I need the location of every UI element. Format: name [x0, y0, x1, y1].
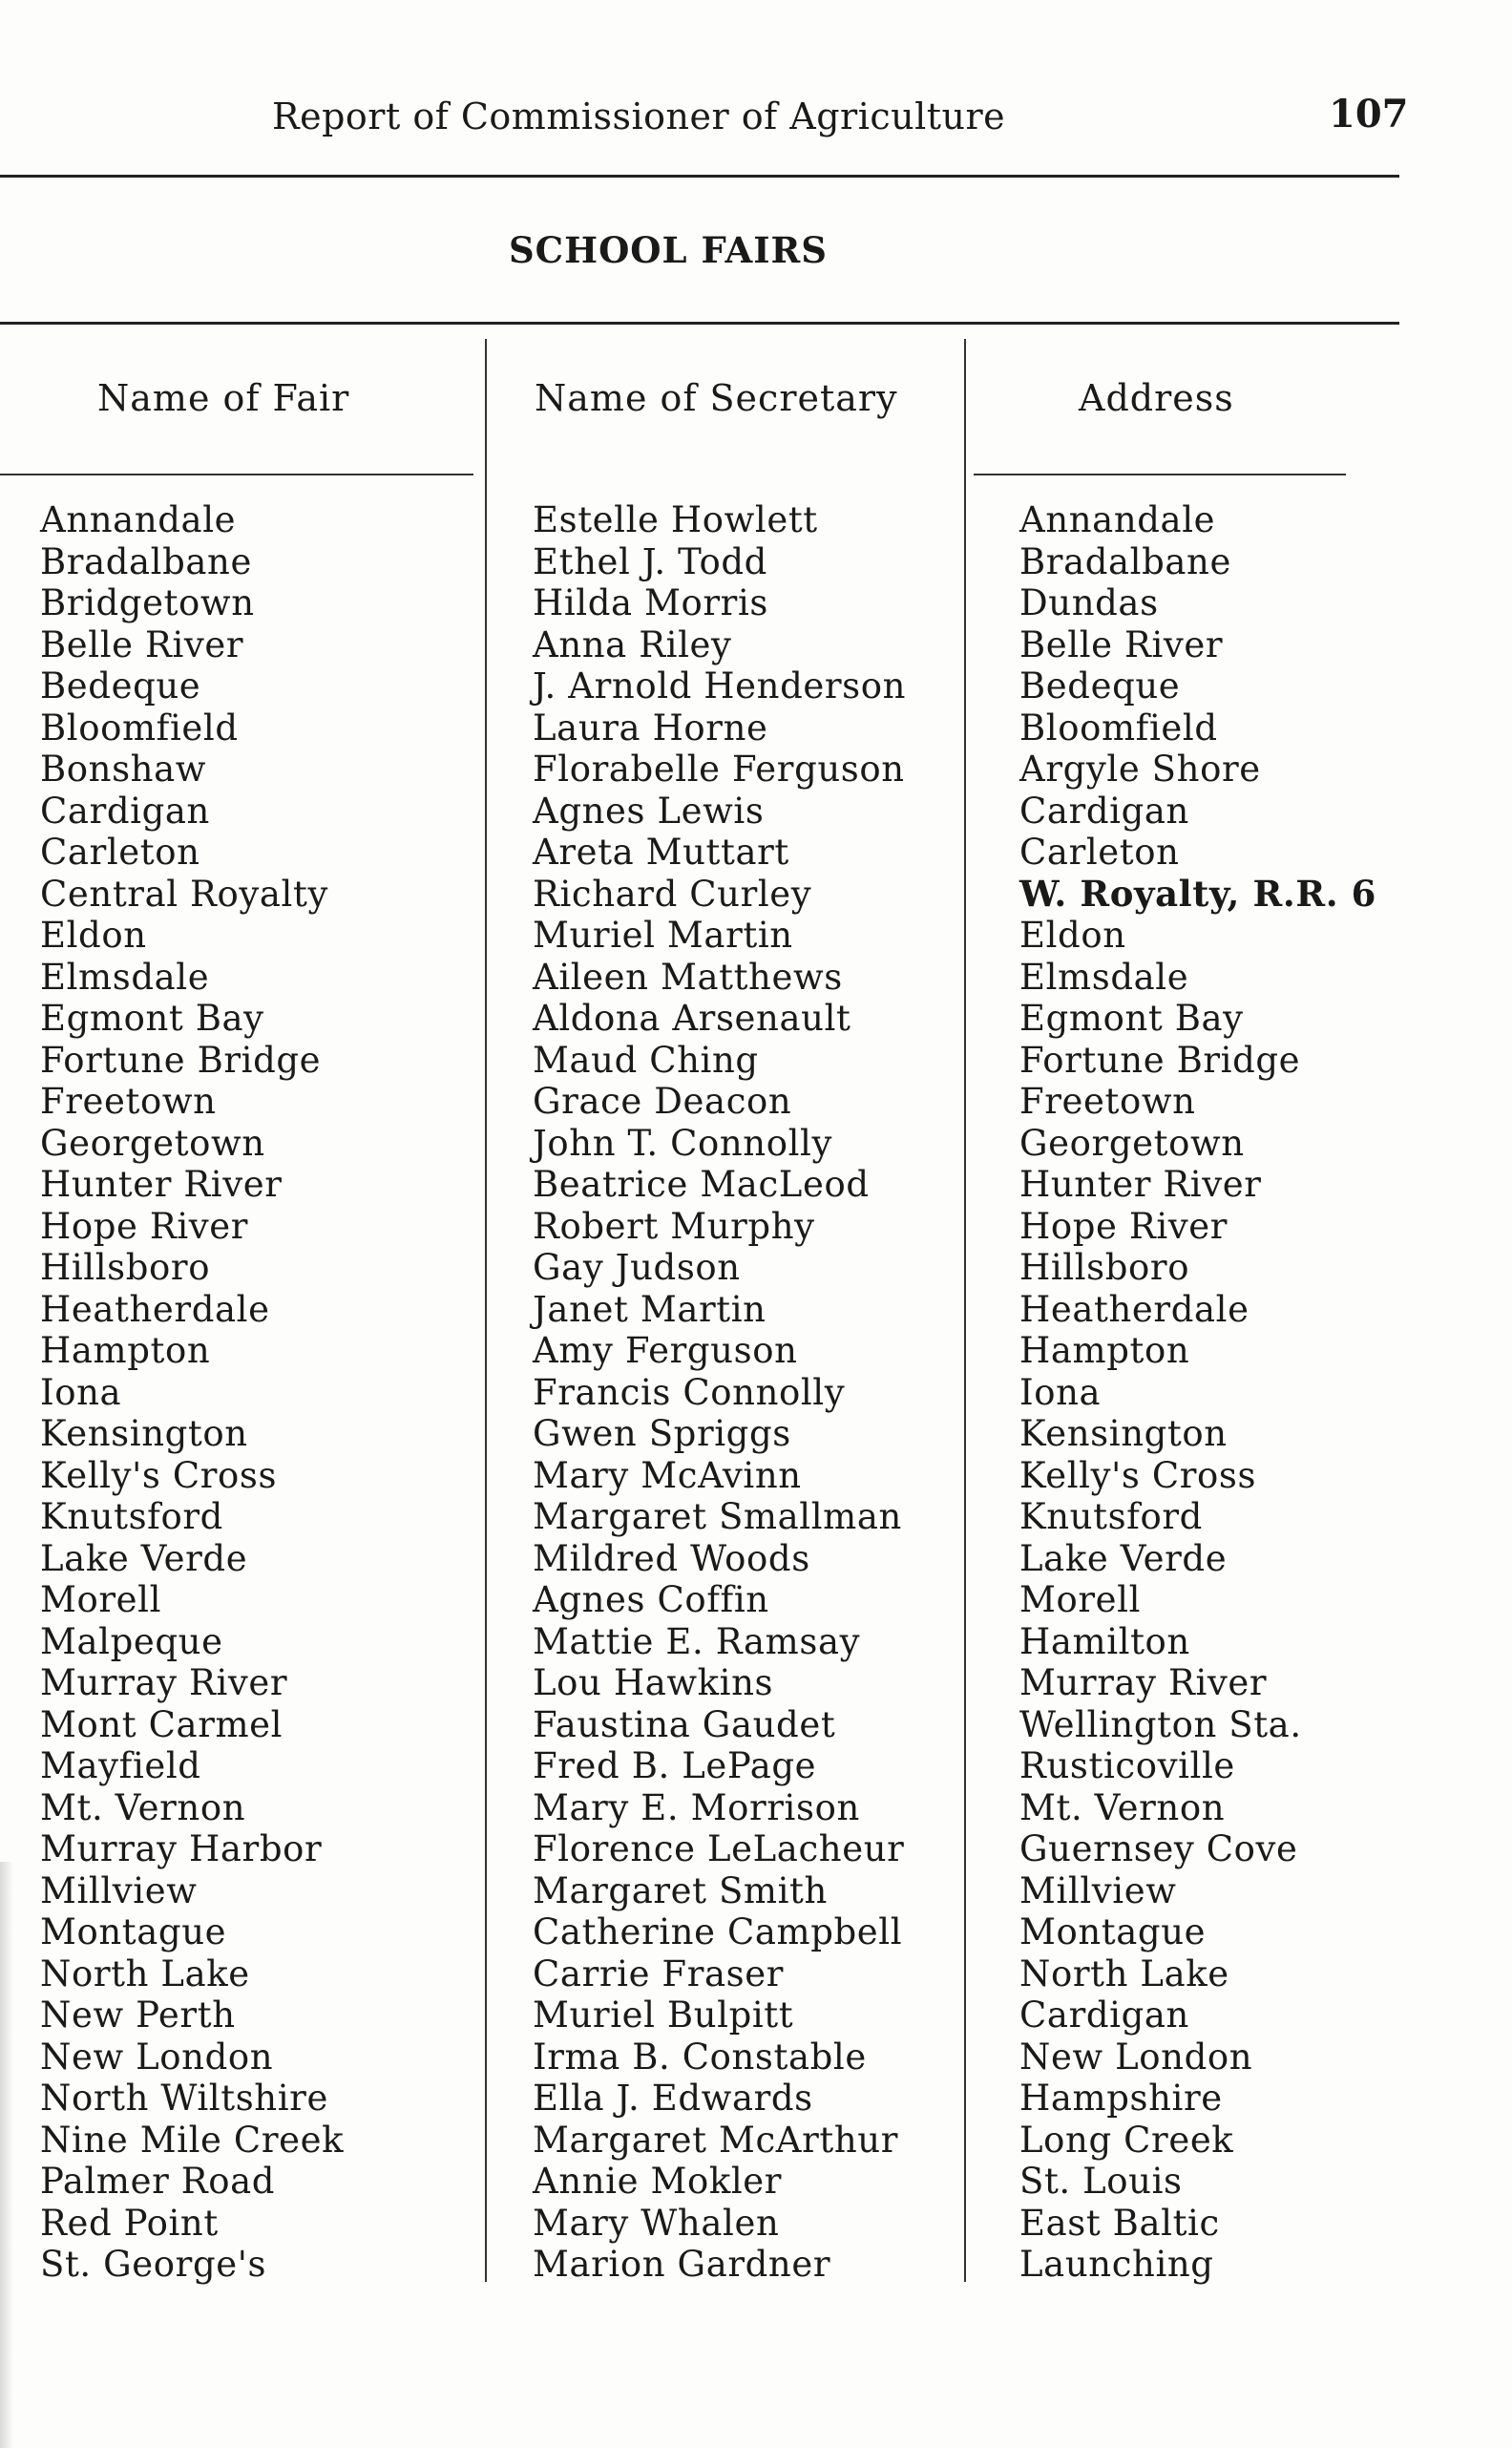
address: Hope River: [1019, 1205, 1228, 1247]
address: Millview: [1019, 1869, 1177, 1911]
address: Hunter River: [1019, 1164, 1262, 1205]
fair-name: Elmsdale: [40, 956, 210, 998]
section-rule: [0, 322, 1399, 325]
fair-name: Georgetown: [40, 1122, 265, 1164]
address: Freetown: [1019, 1081, 1196, 1122]
column-underline-address: [974, 474, 1346, 475]
secretary-name: Agnes Coffin: [533, 1579, 769, 1620]
address: Hampton: [1019, 1330, 1190, 1371]
secretary-name: Annie Mokler: [533, 2161, 783, 2202]
secretary-name: Amy Ferguson: [533, 1330, 798, 1371]
fair-name: Bedeque: [40, 665, 201, 707]
address: Kelly's Cross: [1019, 1454, 1257, 1496]
secretary-name: Estelle Howlett: [533, 499, 818, 540]
address: Kensington: [1019, 1413, 1228, 1454]
fair-name: Murray River: [40, 1662, 288, 1703]
address: Knutsford: [1019, 1496, 1203, 1537]
fair-name: Murray Harbor: [40, 1828, 323, 1869]
secretary-name: Agnes Lewis: [533, 790, 765, 832]
address: Argyle Shore: [1019, 749, 1261, 790]
running-head: [0, 92, 1432, 153]
address: Cardigan: [1019, 1994, 1189, 2036]
fair-name: Bradalbane: [40, 540, 252, 582]
secretary-name: Beatrice MacLeod: [533, 1164, 870, 1205]
secretary-name: Irma B. Constable: [533, 2036, 867, 2078]
fair-name: Lake Verde: [40, 1537, 248, 1579]
secretary-name: Margaret McArthur: [533, 2119, 899, 2161]
address: W. Royalty, R.R. 6: [1019, 872, 1377, 915]
address: Hampshire: [1019, 2078, 1223, 2119]
secretary-name: Maud Ching: [533, 1039, 759, 1081]
secretary-name-list: [533, 499, 906, 2286]
secretary-name: Ethel J. Todd: [533, 540, 767, 582]
address: Carleton: [1019, 832, 1180, 873]
fair-name: Freetown: [40, 1081, 217, 1122]
address: Belle River: [1019, 623, 1224, 665]
address: St. Louis: [1019, 2161, 1183, 2202]
fair-name: Millview: [40, 1869, 198, 1911]
column-header-address: Address: [1079, 377, 1234, 419]
address: Murray River: [1019, 1662, 1268, 1703]
address: Elmsdale: [1019, 956, 1189, 998]
column-divider-left: [485, 339, 487, 2282]
secretary-name: J. Arnold Henderson: [533, 665, 907, 707]
fair-name: Hampton: [40, 1330, 211, 1371]
secretary-name: Janet Martin: [533, 1288, 766, 1330]
secretary-name: Grace Deacon: [533, 1081, 792, 1122]
page-number: 107: [1329, 92, 1409, 137]
secretary-name: Florabelle Ferguson: [533, 749, 905, 790]
secretary-name: Muriel Martin: [533, 915, 793, 956]
fair-name: Mt. Vernon: [40, 1786, 246, 1828]
fair-name: Central Royalty: [40, 873, 328, 915]
fair-name-list: [40, 499, 344, 2286]
address: New London: [1019, 2036, 1253, 2078]
secretary-name: Florence LeLacheur: [533, 1828, 905, 1869]
fair-name: New Perth: [40, 1994, 236, 2036]
fair-name: Carleton: [40, 832, 200, 873]
address: Bloomfield: [1019, 707, 1218, 749]
address: Heatherdale: [1019, 1288, 1250, 1330]
secretary-name: Ella J. Edwards: [533, 2078, 813, 2119]
address: Dundas: [1019, 582, 1159, 623]
fair-name: Mont Carmel: [40, 1703, 284, 1745]
fair-name: Cardigan: [40, 790, 210, 832]
address: Bedeque: [1019, 665, 1181, 707]
fair-name: Fortune Bridge: [40, 1039, 322, 1081]
fair-name: St. George's: [40, 2244, 267, 2285]
column-underline-fair: [0, 474, 473, 475]
address: Montague: [1019, 1911, 1207, 1952]
address: Rusticoville: [1019, 1745, 1235, 1786]
secretary-name: Laura Horne: [533, 707, 768, 749]
secretary-name: Gay Judson: [533, 1247, 741, 1288]
address: North Lake: [1019, 1952, 1229, 1994]
secretary-name: Carrie Fraser: [533, 1952, 785, 1994]
fair-name: Red Point: [40, 2202, 219, 2244]
secretary-name: Mary McAvinn: [533, 1454, 802, 1496]
fair-name: Kensington: [40, 1413, 248, 1454]
secretary-name: Mary E. Morrison: [533, 1786, 860, 1828]
fair-name: Palmer Road: [40, 2161, 276, 2202]
secretary-name: Mattie E. Ramsay: [533, 1620, 861, 1662]
fair-name: Kelly's Cross: [40, 1454, 278, 1496]
secretary-name: Margaret Smith: [533, 1869, 828, 1911]
address: Lake Verde: [1019, 1537, 1228, 1579]
fair-name: Malpeque: [40, 1620, 223, 1662]
fair-name: Annandale: [40, 499, 237, 540]
secretary-name: Mary Whalen: [533, 2202, 780, 2244]
fair-name: Bridgetown: [40, 582, 255, 623]
secretary-name: Anna Riley: [533, 623, 732, 665]
address: Cardigan: [1019, 790, 1189, 832]
address: Fortune Bridge: [1019, 1039, 1301, 1081]
secretary-name: Robert Murphy: [533, 1205, 815, 1247]
secretary-name: Gwen Spriggs: [533, 1413, 791, 1454]
address: Bradalbane: [1019, 540, 1231, 582]
fair-name: Bonshaw: [40, 749, 207, 790]
fair-name: Belle River: [40, 623, 244, 665]
secretary-name: John T. Connolly: [533, 1122, 832, 1164]
fair-name: New London: [40, 2036, 274, 2078]
secretary-name: Catherine Campbell: [533, 1911, 903, 1952]
fair-name: North Lake: [40, 1952, 250, 1994]
secretary-name: Hilda Morris: [533, 582, 768, 623]
fair-name: Hope River: [40, 1205, 249, 1247]
address: Hamilton: [1019, 1620, 1190, 1662]
address: Annandale: [1019, 499, 1216, 540]
secretary-name: Marion Gardner: [533, 2244, 831, 2285]
address: Iona: [1019, 1371, 1102, 1413]
column-header-secretary: Name of Secretary: [535, 377, 898, 419]
address: Guernsey Cove: [1019, 1828, 1298, 1869]
secretary-name: Aldona Arsenault: [533, 998, 851, 1039]
column-header-fair: Name of Fair: [97, 377, 350, 419]
secretary-name: Aileen Matthews: [533, 956, 843, 998]
fair-name: Nine Mile Creek: [40, 2119, 345, 2161]
address: Wellington Sta.: [1019, 1703, 1302, 1745]
address: Mt. Vernon: [1019, 1786, 1226, 1828]
fair-name: Montague: [40, 1911, 227, 1952]
address: Long Creek: [1019, 2119, 1234, 2161]
address: Eldon: [1019, 915, 1126, 956]
fair-name: Hillsboro: [40, 1247, 211, 1288]
header-rule: [0, 175, 1399, 178]
scan-edge-shadow: [0, 1862, 13, 2448]
running-title: Report of Commissioner of Agriculture: [272, 95, 1006, 137]
secretary-name: Richard Curley: [533, 873, 812, 915]
secretary-name: Areta Muttart: [533, 832, 789, 873]
address: East Baltic: [1019, 2202, 1220, 2244]
fair-name: Mayfield: [40, 1745, 201, 1786]
fair-name: North Wiltshire: [40, 2078, 328, 2119]
address: Hillsboro: [1019, 1247, 1190, 1288]
secretary-name: Muriel Bulpitt: [533, 1994, 794, 2036]
secretary-name: Faustina Gaudet: [533, 1703, 836, 1745]
fair-name: Egmont Bay: [40, 998, 264, 1039]
section-title: SCHOOL FAIRS: [508, 229, 829, 271]
fair-name: Eldon: [40, 915, 147, 956]
secretary-name: Mildred Woods: [533, 1537, 810, 1579]
secretary-name: Margaret Smallman: [533, 1496, 902, 1537]
address: Georgetown: [1019, 1122, 1245, 1164]
secretary-name: Fred B. LePage: [533, 1745, 817, 1786]
address: Egmont Bay: [1019, 998, 1244, 1039]
fair-name: Hunter River: [40, 1164, 283, 1205]
fair-name: Iona: [40, 1371, 122, 1413]
address-list: [1019, 499, 1376, 2286]
address: Launching: [1019, 2244, 1214, 2285]
address: Morell: [1019, 1579, 1142, 1620]
fair-name: Heatherdale: [40, 1288, 270, 1330]
fair-name: Morell: [40, 1579, 162, 1620]
fair-name: Bloomfield: [40, 707, 239, 749]
secretary-name: Lou Hawkins: [533, 1662, 774, 1703]
column-divider-right: [964, 339, 966, 2282]
fair-name: Knutsford: [40, 1496, 223, 1537]
secretary-name: Francis Connolly: [533, 1371, 846, 1413]
